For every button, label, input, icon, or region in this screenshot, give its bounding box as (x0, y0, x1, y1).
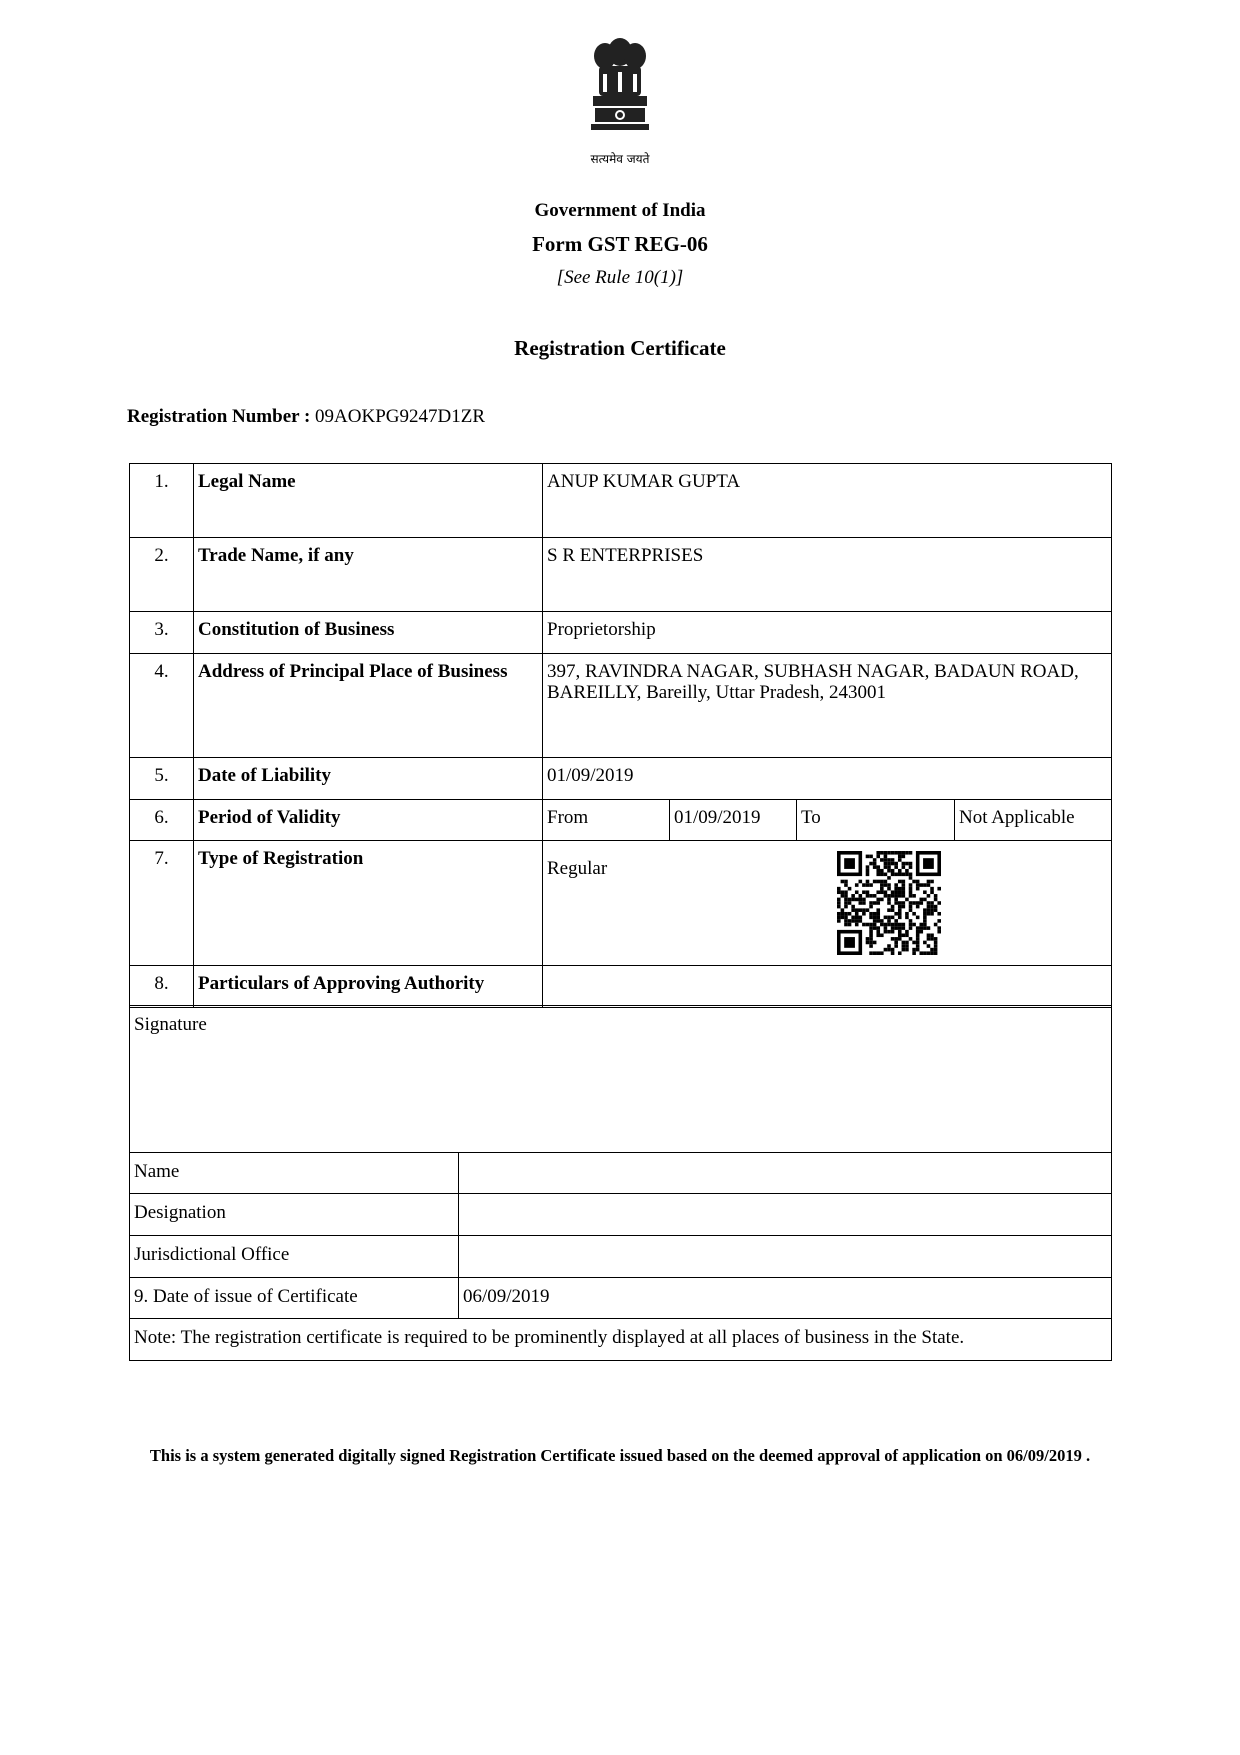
registration-details-table (129, 463, 1112, 1008)
government-heading: Government of India (534, 200, 706, 221)
row-number: 1. (130, 464, 194, 538)
registration-number-label: Registration Number : (127, 406, 311, 427)
designation-value (459, 1194, 1112, 1236)
table-row (130, 1006, 1112, 1153)
validity-to-value: Not Applicable (955, 800, 1112, 841)
registration-number (127, 406, 485, 428)
jurisdictional-office-label: Jurisdictional Office (130, 1236, 459, 1278)
row-number: 6. (130, 800, 194, 841)
rule-reference: [See Rule 10(1)] (556, 267, 684, 288)
validity-from-value: 01/09/2019 (670, 800, 797, 841)
approving-authority-label: Particulars of Approving Authority (194, 966, 543, 1008)
table-row (130, 612, 1112, 654)
row-number: 5. (130, 758, 194, 800)
jurisdictional-office-value (459, 1236, 1112, 1278)
constitution-value: Proprietorship (543, 612, 1112, 654)
table-row (130, 538, 1112, 612)
name-value (459, 1153, 1112, 1194)
validity-to-label: To (797, 800, 955, 841)
liability-date-label: Date of Liability (194, 758, 543, 800)
registration-type-value: Regular (547, 858, 608, 879)
authority-details-table (129, 1005, 1112, 1361)
table-row (130, 966, 1112, 1008)
row-number: 3. (130, 612, 194, 654)
table-row (130, 1236, 1112, 1278)
table-row (130, 841, 1112, 966)
row-number: 4. (130, 654, 194, 758)
table-row (130, 464, 1112, 538)
trade-name-label: Trade Name, if any (194, 538, 543, 612)
registration-type-cell (543, 841, 1112, 966)
emblem-motto: सत्यमेव जयते (590, 152, 650, 166)
signature-cell: Signature (130, 1006, 1112, 1153)
form-title: Form GST REG-06 (532, 232, 708, 256)
table-row (130, 654, 1112, 758)
ashoka-emblem-icon (585, 38, 655, 134)
certificate-title: Registration Certificate (514, 336, 726, 360)
address-label: Address of Principal Place of Business (194, 654, 543, 758)
liability-date-value: 01/09/2019 (543, 758, 1112, 800)
table-row (130, 1278, 1112, 1319)
row-number: 8. (130, 966, 194, 1008)
address-value: 397, RAVINDRA NAGAR, SUBHASH NAGAR, BADAUN ROAD, BAREILLY, Bareilly, Uttar Pradesh, 243001 (543, 654, 1112, 758)
row-number: 2. (130, 538, 194, 612)
table-row (130, 800, 1112, 841)
constitution-label: Constitution of Business (194, 612, 543, 654)
table-row (130, 758, 1112, 800)
qr-code-icon (837, 851, 941, 955)
trade-name-value: S R ENTERPRISES (543, 538, 1112, 612)
registration-type-label: Type of Registration (194, 841, 543, 966)
legal-name-label: Legal Name (194, 464, 543, 538)
approving-authority-value (543, 966, 1112, 1008)
table-row (130, 1319, 1112, 1361)
name-label: Name (130, 1153, 459, 1194)
table-row (130, 1194, 1112, 1236)
designation-label: Designation (130, 1194, 459, 1236)
legal-name-value: ANUP KUMAR GUPTA (543, 464, 1112, 538)
registration-number-value: 09AOKPG9247D1ZR (315, 406, 485, 427)
validity-label: Period of Validity (194, 800, 543, 841)
issue-date-label: 9. Date of issue of Certificate (130, 1278, 459, 1319)
issue-date-value: 06/09/2019 (459, 1278, 1112, 1319)
display-note: Note: The registration certificate is required to be prominently displayed at all places of business in the State. (130, 1319, 1112, 1361)
validity-from-label: From (543, 800, 670, 841)
table-row (130, 1153, 1112, 1194)
system-generated-note: This is a system generated digitally signed Registration Certificate issued based on the deemed approval of application on 06/09/2019 . (149, 1446, 1091, 1465)
row-number: 7. (130, 841, 194, 966)
